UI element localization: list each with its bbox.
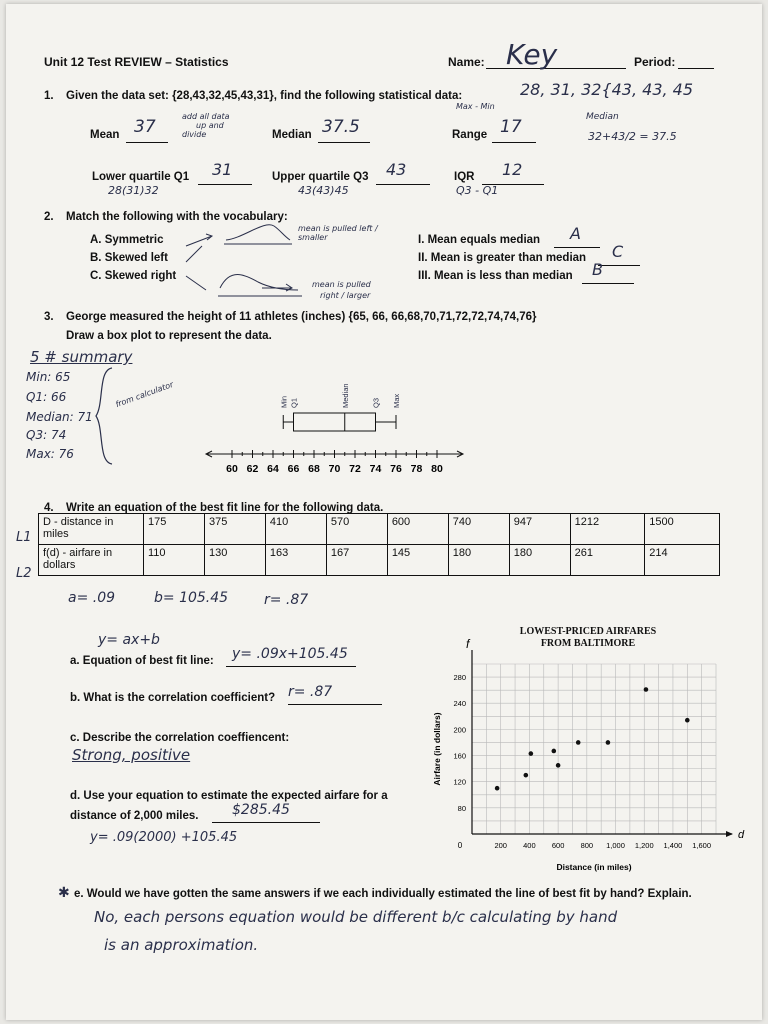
qd-work: y= .09(2000) +105.45 (90, 830, 238, 845)
summary-q1: Q1: 66 (26, 390, 67, 404)
iqr-label: IQR (454, 171, 475, 183)
q2-number: 2. (44, 211, 54, 223)
mean-label: Mean (90, 129, 120, 141)
y-axis-variable: f (466, 637, 470, 651)
vocab-c: C. Skewed right (90, 270, 177, 282)
qa-label: a. Equation of best fit line: (70, 655, 214, 667)
row-label-airfare: f(d) - airfare in dollars (39, 545, 144, 576)
five-number-summary-title: 5 # summary (30, 348, 133, 366)
data-point (644, 687, 649, 692)
median-calc: 32+43/2 = 37.5 (588, 130, 677, 143)
box-plot-tick-label: 74 (369, 463, 382, 475)
table-cell: 740 (448, 514, 509, 545)
table-cell: 214 (645, 545, 720, 576)
y-tick-label: 280 (453, 673, 466, 683)
qc-value: Strong, positive (72, 746, 191, 764)
x-tick-label: 1,000 (606, 841, 625, 850)
summary-max: Max: 76 (26, 447, 74, 461)
table-cell: 130 (204, 545, 265, 576)
table-cell: 410 (265, 514, 326, 545)
qc-label: c. Describe the correlation coeffiencent: (70, 732, 290, 744)
q3-prompt-2: Draw a box plot to represent the data. (66, 330, 272, 342)
qd-value: $285.45 (232, 802, 290, 818)
box-plot-tick-label: 68 (308, 463, 320, 475)
data-point (495, 786, 500, 791)
box-plot-tick-label: 60 (226, 463, 238, 475)
q1-prompt: Given the data set: {28,43,32,45,43,31}, find the following statistical data: (66, 90, 463, 102)
answer-2: C (612, 242, 624, 261)
x-tick-label: 1,400 (663, 841, 683, 850)
summary-brace (90, 364, 120, 468)
q3-quartile-label: Upper quartile Q3 (272, 171, 369, 183)
box-plot-label: Q1 (289, 397, 299, 408)
q1-sorted-data: 28, 31, 32{43, 43, 45 (520, 80, 694, 99)
row-label-distance: D - distance in miles (39, 514, 144, 545)
x-axis-arrow (726, 831, 733, 837)
qb-value: r= .87 (288, 684, 333, 700)
calculator-note: from calculator (114, 379, 175, 410)
qb-label: b. What is the correlation coefficient? (70, 692, 276, 704)
statement-1: I. Mean equals median (418, 234, 541, 246)
qe-answer-1: No, each persons equation would be different b/c calculating by hand (94, 908, 618, 926)
data-point (685, 718, 690, 723)
q3-quartile-note: 43(43)45 (298, 184, 349, 197)
x-axis-variable: d (738, 829, 745, 841)
qa-value: y= .09x+105.45 (232, 646, 348, 662)
q2-prompt: Match the following with the vocabulary: (66, 211, 288, 223)
table-cell: 163 (265, 545, 326, 576)
table-cell: 110 (144, 545, 205, 576)
box-plot-tick-label: 62 (246, 463, 259, 475)
y-axis-title: Airfare (in dollars) (432, 712, 442, 786)
box-plot-label: Max (392, 393, 401, 408)
box-plot-label: Min (279, 395, 289, 408)
median-note: Median (586, 112, 619, 122)
model-equation: y= ax+b (98, 632, 160, 648)
box-plot-label: Median (340, 383, 350, 408)
skew-left-note: mean is pulled left / smaller (298, 224, 378, 242)
box-plot-tick-label: 78 (410, 463, 423, 475)
table-cell: 600 (387, 514, 448, 545)
data-point (606, 740, 611, 745)
qd-label-1: d. Use your equation to estimate the expected airfare for a (70, 790, 388, 802)
origin-label: 0 (457, 841, 463, 850)
box-plot-tick-label: 76 (390, 463, 402, 475)
data-table (38, 513, 720, 576)
data-point (576, 740, 581, 745)
table-row-distance (39, 514, 720, 545)
regression-b: b= 105.45 (154, 590, 229, 606)
table-cell: 947 (509, 514, 570, 545)
range-value: 17 (500, 117, 522, 137)
box-plot-tick-label: 80 (431, 463, 443, 475)
table-cell: 1212 (570, 514, 645, 545)
q1-quartile-label: Lower quartile Q1 (92, 171, 190, 183)
y-tick-label: 120 (453, 777, 466, 787)
vocab-b: B. Skewed left (90, 252, 168, 264)
y-tick-label: 80 (457, 803, 466, 813)
box-plot-tick-label: 64 (267, 463, 279, 475)
iqr-value: 12 (502, 160, 523, 179)
skew-sketches (174, 218, 414, 310)
x-tick-label: 800 (580, 841, 594, 850)
box-plot-label: Q3 (371, 397, 381, 408)
regression-a: a= .09 (68, 590, 116, 606)
q4-prompt: Write an equation of the best fit line for the following data. (66, 502, 384, 514)
y-tick-label: 240 (453, 699, 466, 709)
skew-right-note-1: mean is pulled (312, 280, 371, 289)
q1-quartile-note: 28(31)32 (108, 184, 159, 197)
chart-title-line-1: LOWEST-PRICED AIRFARES (519, 626, 657, 637)
chart-title-line-2: FROM BALTIMORE (540, 638, 636, 649)
box (294, 413, 376, 431)
summary-median: Median: 71 (26, 410, 93, 424)
name-value: Key (506, 38, 558, 71)
regression-r: r= .87 (264, 592, 309, 608)
data-point (524, 773, 529, 778)
name-label: Name: (448, 55, 485, 69)
table-cell: 375 (204, 514, 265, 545)
q4-number: 4. (44, 502, 54, 514)
star-mark: ✱ (58, 884, 70, 900)
answer-3: B (592, 260, 603, 279)
table-cell: 1500 (645, 514, 720, 545)
table-cell: 145 (387, 545, 448, 576)
box-plot (196, 380, 526, 476)
y-tick-label: 160 (453, 751, 466, 761)
q3-prompt: George measured the height of 11 athletes (inches) {65, 66, 66,68,70,71,72,72,74,74,76} (66, 311, 537, 323)
table-cell: 175 (144, 514, 205, 545)
skew-right-note-2: right / larger (320, 291, 371, 300)
iqr-note: Q3 - Q1 (456, 184, 499, 197)
table-cell: 167 (326, 545, 387, 576)
table-cell: 261 (570, 545, 645, 576)
x-tick-label: 200 (494, 841, 507, 850)
data-point (556, 763, 561, 768)
x-tick-label: 400 (523, 841, 536, 850)
mean-value: 37 (134, 117, 156, 137)
summary-q3: Q3: 74 (26, 428, 67, 442)
table-cell: 180 (509, 545, 570, 576)
q1-number: 1. (44, 90, 54, 102)
qe-label: e. Would we have gotten the same answers if we each individually estimated the line of best fit by hand? Explain. (74, 888, 692, 900)
q3-quartile-value: 43 (386, 160, 407, 179)
x-tick-label: 600 (551, 841, 565, 850)
summary-min: Min: 65 (26, 370, 71, 384)
period-label: Period: (634, 55, 676, 69)
range-label: Range (452, 129, 488, 141)
box-plot-tick-label: 70 (328, 463, 341, 475)
x-tick-label: 1,600 (692, 841, 712, 850)
data-point (529, 751, 534, 756)
q3-number: 3. (44, 311, 54, 323)
statement-3: III. Mean is less than median (418, 270, 573, 282)
median-label: Median (272, 129, 312, 141)
table-cell: 180 (448, 545, 509, 576)
y-tick-label: 200 (453, 725, 466, 735)
data-point (552, 749, 557, 754)
table-cell: 570 (326, 514, 387, 545)
mean-note-1: add all data (182, 112, 230, 121)
x-tick-label: 1,200 (634, 841, 654, 850)
airfare-scatter-chart (424, 624, 745, 874)
qe-answer-2: is an approximation. (104, 936, 259, 954)
list-2-label: L2 (16, 566, 32, 581)
list-1-label: L1 (16, 530, 32, 545)
qd-label-2: distance of 2,000 miles. (70, 810, 199, 822)
answer-1: A (570, 224, 581, 243)
median-value: 37.5 (322, 117, 360, 137)
statement-2: II. Mean is greater than median (418, 252, 587, 264)
table-row-airfare (39, 545, 720, 576)
q1-quartile-value: 31 (212, 160, 233, 179)
x-axis-title: Distance (in miles) (556, 862, 632, 872)
box-plot-tick-label: 66 (287, 463, 300, 475)
worksheet-page (6, 4, 762, 1020)
mean-note-2: up and (196, 121, 224, 130)
q1-maxmin-note: Max - Min (456, 102, 495, 111)
vocab-a: A. Symmetric (90, 234, 164, 246)
worksheet-title: Unit 12 Test REVIEW – Statistics (44, 55, 229, 69)
box-plot-tick-label: 72 (349, 463, 361, 475)
mean-note-3: divide (182, 130, 207, 139)
